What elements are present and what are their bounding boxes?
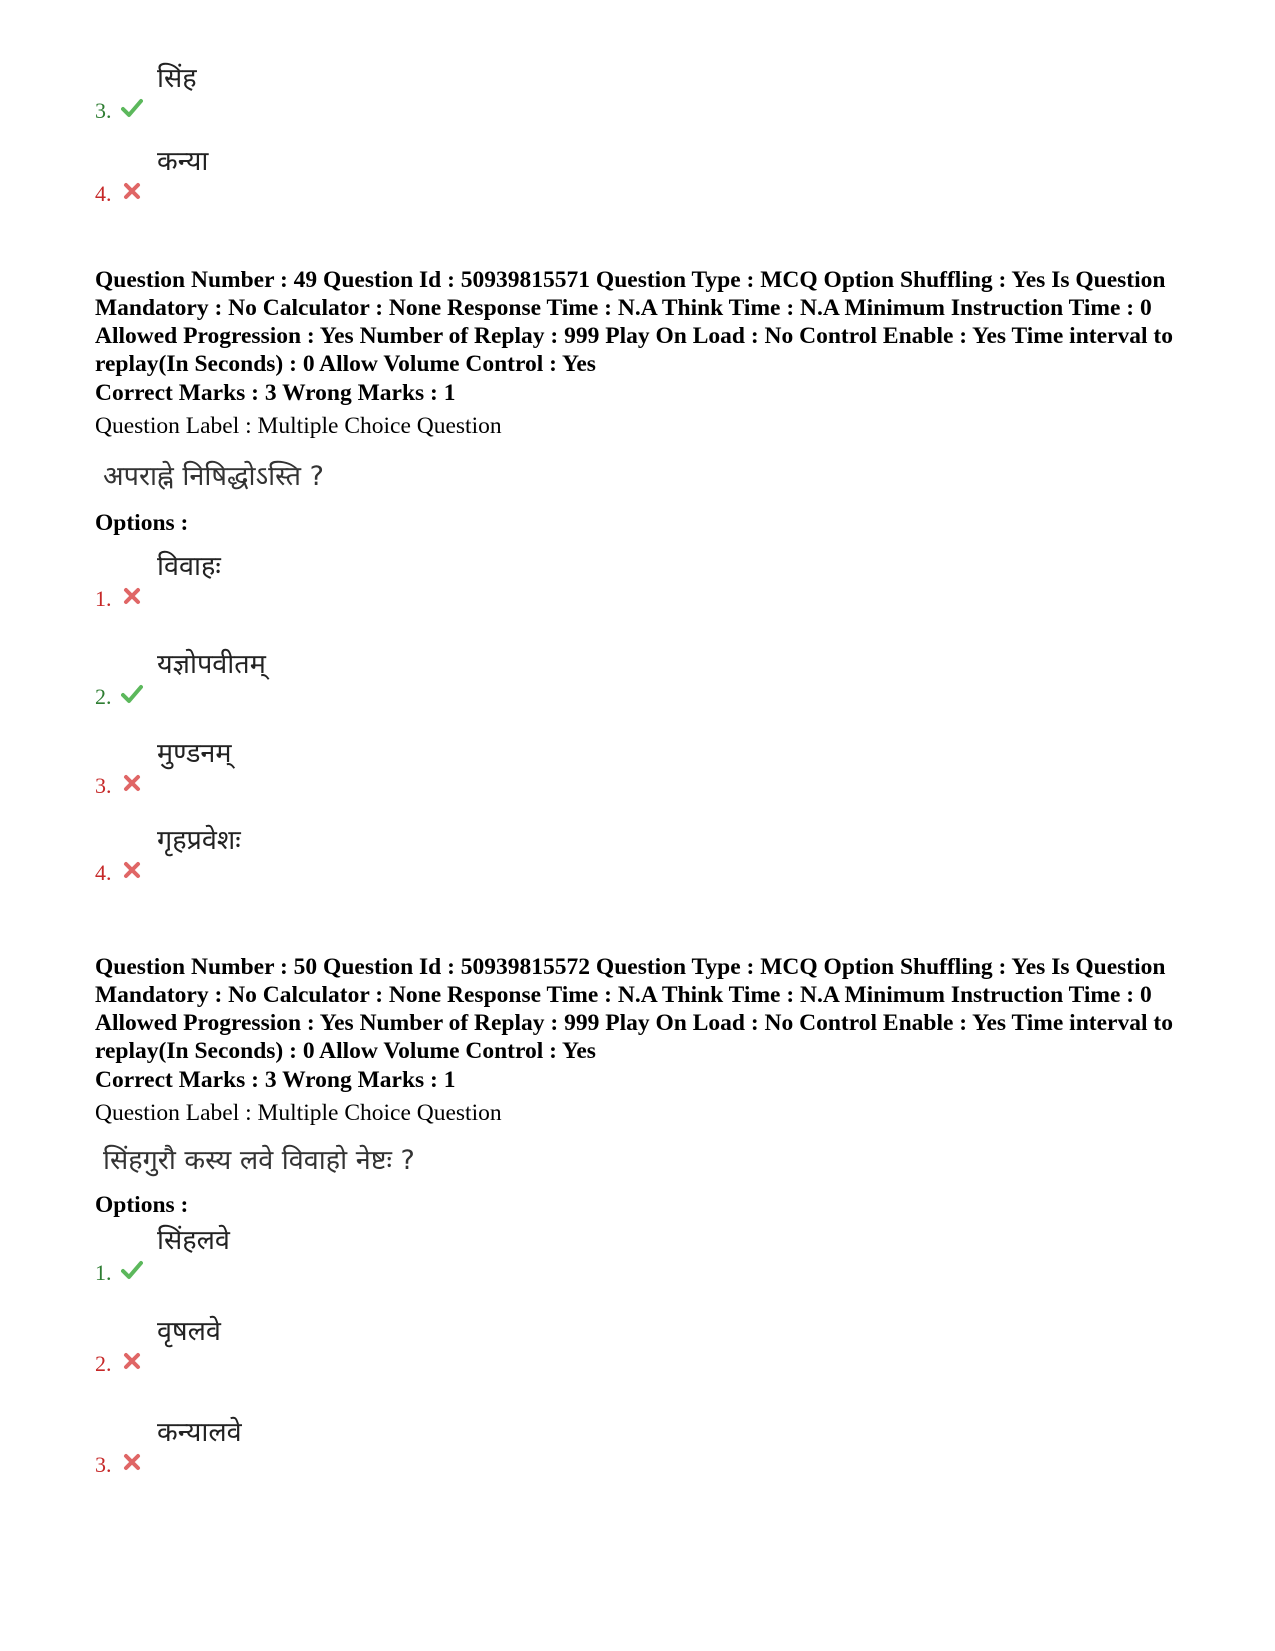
- cross-icon: [121, 773, 143, 793]
- option-number: 4.: [95, 860, 112, 885]
- option-text: गृहप्रवेशः: [157, 825, 241, 856]
- cross-icon: [121, 1452, 143, 1472]
- options-heading: Options :: [95, 510, 189, 536]
- question-label: Question Label : Multiple Choice Question: [95, 1100, 502, 1126]
- option-text: कन्यालवे: [157, 1417, 242, 1448]
- option-text: विवाहः: [157, 551, 221, 582]
- option-number: 2.: [95, 684, 112, 709]
- option-number: 3.: [95, 1452, 112, 1477]
- question-marks: Correct Marks : 3 Wrong Marks : 1: [95, 1067, 456, 1093]
- option-text: कन्या: [157, 146, 209, 177]
- check-icon: [121, 1260, 143, 1280]
- cross-icon: [121, 860, 143, 880]
- option-text: यज्ञोपवीतम्: [157, 649, 266, 680]
- option-number: 4.: [95, 181, 112, 206]
- option-number: 1.: [95, 586, 112, 611]
- option-text: सिंहलवे: [157, 1225, 230, 1256]
- cross-icon: [121, 586, 143, 606]
- option-number: 3.: [95, 773, 112, 798]
- question-meta: Question Number : 50 Question Id : 50939815572 Question Type : MCQ Option Shuffling : Yes Is Question Mandatory : No Calculator : None Response Time : N.A Think Time : N.A Minimum Instruction Time : 0 Allowed Progression : Yes Number of Replay : 999 Play On Load : No Control Enable : Yes Time interval to replay(In Seconds) : 0 Allow Volume Control : Yes: [95, 954, 1173, 1064]
- option-text: सिंह: [157, 63, 197, 94]
- cross-icon: [121, 1351, 143, 1371]
- question-marks: Correct Marks : 3 Wrong Marks : 1: [95, 380, 456, 406]
- option-text: मुण्डनम्: [157, 738, 232, 769]
- check-icon: [121, 98, 143, 118]
- question-label: Question Label : Multiple Choice Question: [95, 413, 502, 439]
- option-text: वृषलवे: [157, 1316, 221, 1347]
- option-number: 3.: [95, 98, 112, 123]
- option-number: 1.: [95, 1260, 112, 1285]
- question-text: अपराह्ने निषिद्धोऽस्ति ?: [103, 461, 324, 492]
- question-text: सिंहगुरौ कस्य लवे विवाहो नेष्टः ?: [103, 1145, 415, 1176]
- options-heading: Options :: [95, 1192, 189, 1218]
- cross-icon: [121, 181, 143, 201]
- option-number: 2.: [95, 1351, 112, 1376]
- question-meta: Question Number : 49 Question Id : 50939815571 Question Type : MCQ Option Shuffling : Yes Is Question Mandatory : No Calculator : None Response Time : N.A Think Time : N.A Minimum Instruction Time : 0 Allowed Progression : Yes Number of Replay : 999 Play On Load : No Control Enable : Yes Time interval to replay(In Seconds) : 0 Allow Volume Control : Yes: [95, 267, 1173, 377]
- check-icon: [121, 684, 143, 704]
